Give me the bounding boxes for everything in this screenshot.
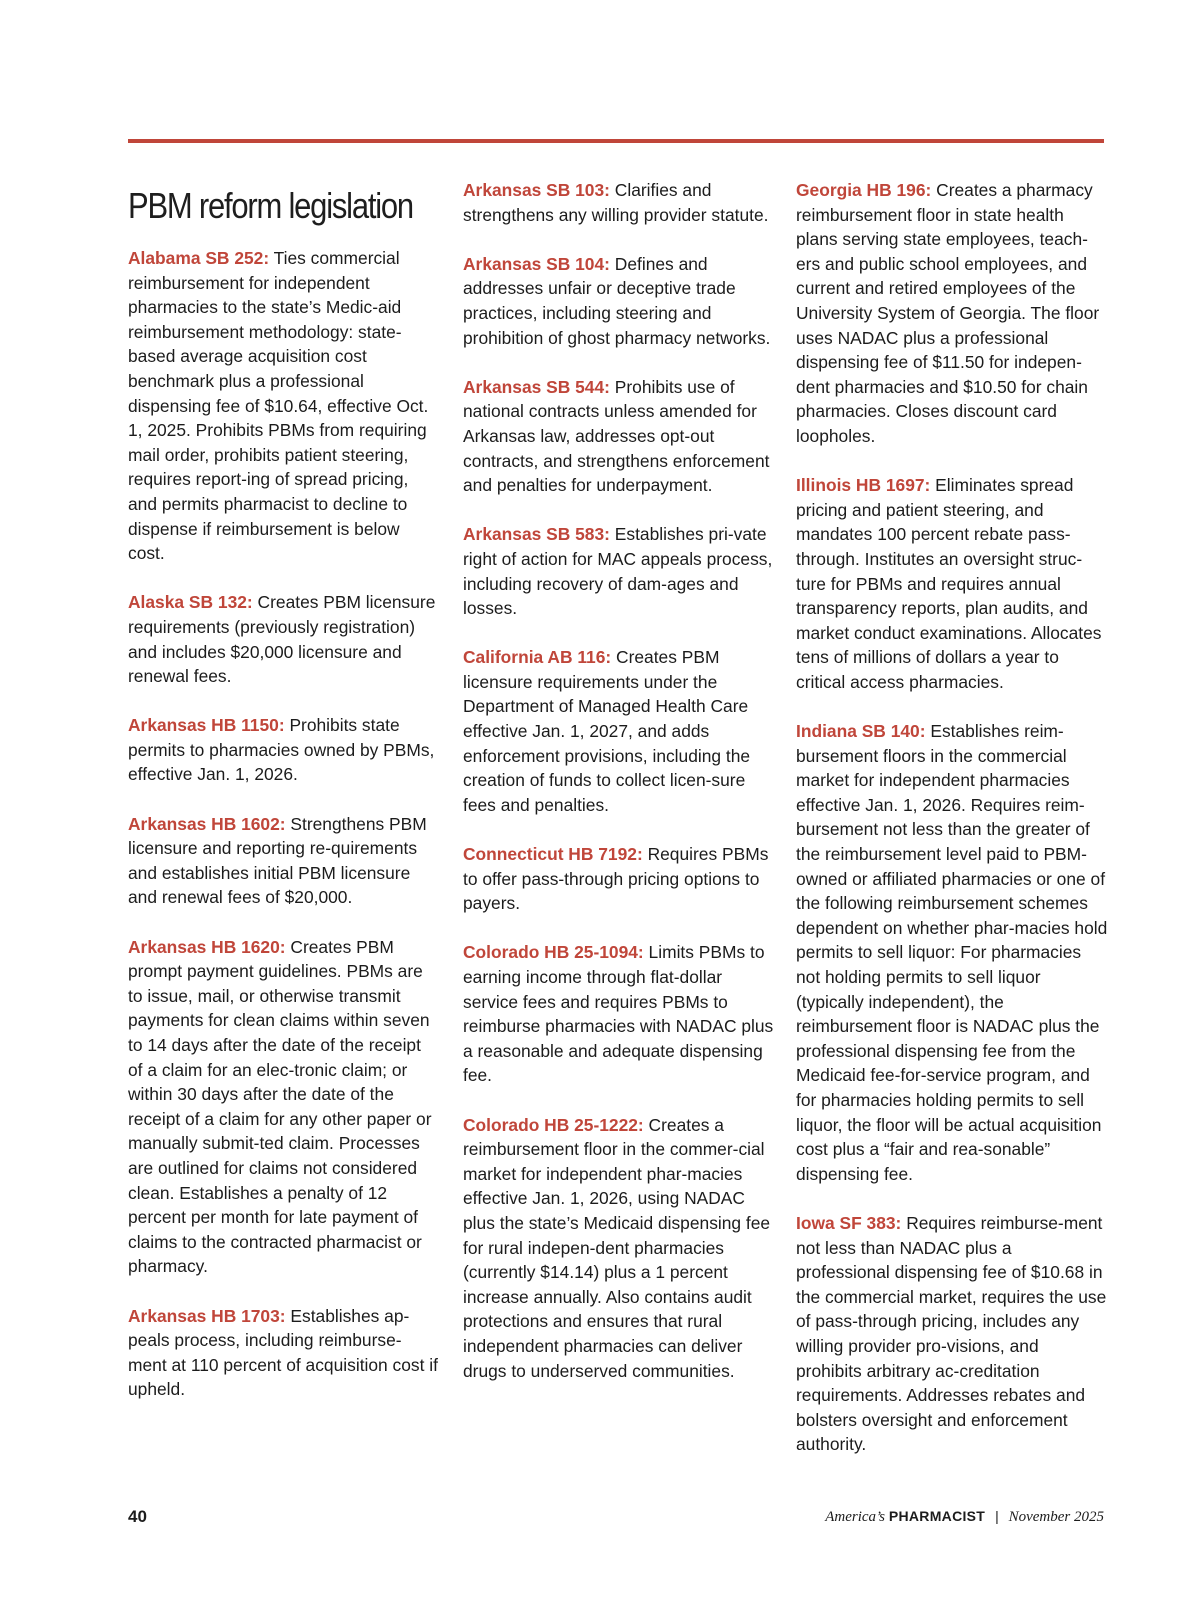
bill-description: Establishes ap-peals process, including reimburse-ment at 110 percent of acquisition cost if upheld.: [128, 1305, 438, 1400]
legislation-entry: [796, 1211, 1108, 1457]
legislation-entry: [128, 812, 440, 910]
bill-description: Creates PBM licensure requirements (previously registration) and includes $20,000 licensure and renewal fees.: [128, 592, 436, 687]
legislation-entry: [463, 645, 775, 817]
bill-description: Prohibits state permits to pharmacies owned by PBMs, effective Jan. 1, 2026.: [128, 715, 435, 785]
legislation-entry: [463, 940, 775, 1088]
bill-name: California AB 116:: [463, 647, 612, 668]
bill-description: Ties commercial reimbursement for independent pharmacies to the state’s Medic-aid reimbursement methodology: state-based average acquisition cost benchmark plus a professional dispensing fee of $10.64, effective Oct. 1, 2025. Prohibits PBMs from requiring mail order, prohibits patient steering, requires report-ing of spread pricing, and permits pharmacist to decline to dispense if reimbursement is below cost.: [128, 248, 429, 564]
bill-name: Alaska SB 132:: [128, 592, 253, 613]
bill-description: Clarifies and strengthens any willing provider statute.: [463, 180, 769, 225]
legislation-entry: [796, 178, 1108, 449]
bill-name: Iowa SF 383:: [796, 1212, 902, 1233]
column-3: [796, 178, 1108, 1481]
bill-name: Arkansas SB 104:: [463, 253, 610, 274]
bill-description: Defines and addresses unfair or deceptive trade practices, including steering and prohibition of ghost pharmacy networks.: [463, 253, 771, 348]
legislation-entry: [463, 1113, 775, 1384]
legislation-entry: [796, 473, 1108, 694]
bill-name: Arkansas HB 1150:: [128, 715, 285, 736]
bill-description: Prohibits use of national contracts unless amended for Arkansas law, addresses opt-out contracts, and strengthens enforcement and penalties for underpayment.: [463, 376, 770, 496]
bill-name: Colorado HB 25-1222:: [463, 1114, 644, 1135]
bill-name: Indiana SB 140:: [796, 721, 926, 742]
bill-name: Colorado HB 25-1094:: [463, 942, 644, 963]
page-number: 40: [128, 1507, 147, 1526]
bill-description: Creates PBM licensure requirements under the Department of Managed Health Care effective Jan. 1, 2027, and adds enforcement provisions, including the creation of funds to collect licen-sure fees and penalties.: [463, 647, 751, 815]
bill-description: Creates a pharmacy reimbursement floor in state health plans serving state employees, teach-ers and public school employees, and current and retired employees of the University System of Georgia. The floor uses NADAC plus a professional dispensing fee of $11.50 for indepen-dent pharmacies and $10.50 for chain pharmacies. Closes discount card loopholes.: [796, 180, 1100, 446]
publication-name: PHARMACIST: [888, 1508, 986, 1524]
legislation-entry: [463, 522, 775, 620]
legislation-entry: [463, 842, 775, 916]
bill-description: Creates a reimbursement floor in the commer-cial market for independent phar-macies effective Jan. 1, 2026, using NADAC plus the state’s Medicaid dispensing fee for rural indepen-dent pharmacies (currently $14.14) plus a 1 percent increase annually. Also contains audit protections and ensures that rural independent pharmacies can deliver drugs to underserved communities.: [463, 1114, 771, 1381]
legislation-entry: [463, 252, 775, 350]
bill-name: Illinois HB 1697:: [796, 475, 931, 496]
bill-description: Establishes pri-vate right of action for MAC appeals process, including recovery of dam-ages and losses.: [463, 524, 773, 619]
bill-name: Arkansas HB 1620:: [128, 936, 286, 957]
bill-description: Limits PBMs to earning income through flat-dollar service fees and requires PBMs to reimburse pharmacies with NADAC plus a reasonable and adequate dispensing fee.: [463, 942, 774, 1086]
legislation-entry: [463, 178, 775, 227]
legislation-entry: [796, 719, 1108, 1186]
publication-prefix: America’s: [825, 1509, 885, 1525]
legislation-entry: [128, 590, 440, 688]
legislation-entry: [463, 375, 775, 498]
bill-name: Georgia HB 196:: [796, 180, 932, 200]
legislation-entry: [128, 1304, 440, 1402]
column-1: [128, 186, 440, 1427]
bill-name: Arkansas SB 583:: [463, 524, 610, 545]
page-title: PBM reform legislation: [128, 185, 413, 226]
bill-description: Requires reimburse-ment not less than NADAC plus a professional dispensing fee of $10.68 in the commercial market, requires the use of pass-through pricing, includes any willing provider pro-visions, and prohibits arbitrary ac-creditation requirements. Addresses rebates and bolsters oversight and enforcement authority.: [796, 1212, 1107, 1455]
issue-date: November 2025: [1008, 1509, 1104, 1525]
legislation-entry: [128, 246, 440, 566]
bill-description: Requires PBMs to offer pass-through pricing options to payers.: [463, 844, 769, 914]
bill-name: Arkansas SB 103:: [463, 180, 610, 200]
bill-name: Alabama SB 252:: [128, 248, 270, 268]
bill-description: Eliminates spread pricing and patient steering, and mandates 100 percent rebate pass-through. Institutes an oversight struc-ture for PBMs and requires annual transparency reports, plan audits, and market conduct examinations. Allocates tens of millions of dollars a year to critical access pharmacies.: [796, 475, 1102, 692]
bill-description: Creates PBM prompt payment guidelines. PBMs are to issue, mail, or otherwise transmit payments for clean claims within seven to 14 days after the date of the receipt of a claim for an elec-tronic claim; or within 30 days after the date of the receipt of a claim for any other paper or manually submit-ted claim. Processes are outlined for claims not considered clean. Establishes a penalty of 12 percent per month for late payment of claims to the contracted pharmacist or pharmacy.: [128, 936, 432, 1277]
publication-footer: [825, 1508, 1104, 1526]
bill-name: Arkansas HB 1703:: [128, 1305, 286, 1326]
bill-name: Arkansas HB 1602:: [128, 813, 286, 834]
legislation-entry: [128, 935, 440, 1279]
bill-name: Connecticut HB 7192:: [463, 844, 643, 865]
top-accent-rule: [128, 139, 1104, 143]
bill-name: Arkansas SB 544:: [463, 376, 610, 397]
legislation-entry: [128, 713, 440, 787]
footer-separator: |: [995, 1508, 999, 1524]
bill-description: Establishes reim-bursement floors in the commercial market for independent pharmacies effective Jan. 1, 2026. Requires reim-bursement not less than the greater of the reimbursement level paid to PBM-owned or affiliated pharmacies or one of the following reimbursement schemes dependent on whether phar-macies hold permits to sell liquor: For pharmacies not holding permits to sell liquor (typically independent), the reimbursement floor is NADAC plus the professional dispensing fee from the Medicaid fee-for-service program, and for pharmacies holding permits to sell liquor, the floor will be actual acquisition cost plus a “fair and rea-sonable” dispensing fee.: [796, 721, 1108, 1184]
bill-description: Strengthens PBM licensure and reporting re-quirements and establishes initial PBM licensure and renewal fees of $20,000.: [128, 813, 427, 908]
column-2: [463, 178, 775, 1408]
